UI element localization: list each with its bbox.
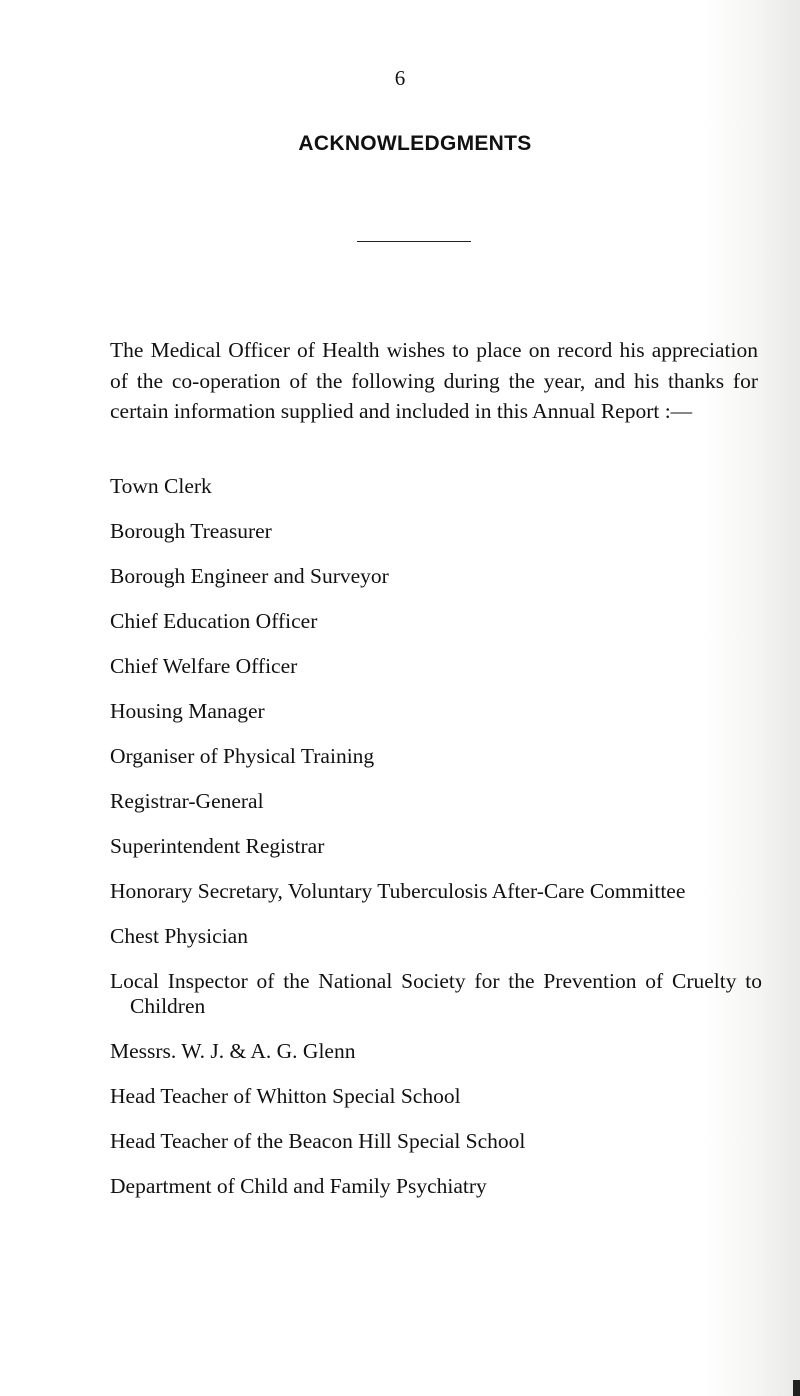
intro-paragraph: The Medical Officer of Health wishes to place on record his appreciation of the co-operation of the following during the year, and his thanks for certain information supplied and included in this Annual Report :— — [110, 338, 758, 423]
list-item: Superintendent Registrar — [110, 834, 325, 858]
list-item: Chief Education Officer — [110, 609, 318, 633]
list-item: Honorary Secretary, Voluntary Tuberculosis After-Care Committee — [110, 879, 686, 903]
list-item: Organiser of Physical Training — [110, 744, 375, 768]
scan-edge-mark — [793, 1380, 800, 1396]
list-item: Borough Engineer and Surveyor — [110, 564, 389, 588]
list-item: Borough Treasurer — [110, 519, 272, 543]
list-item: Local Inspector of the National Society for the Prevention of Cruelty to Children — [110, 969, 762, 1018]
list-item: Department of Child and Family Psychiatry — [110, 1174, 487, 1198]
list-item: Registrar-General — [110, 789, 264, 813]
acknowledgment-list — [110, 474, 762, 1219]
list-item: Chief Welfare Officer — [110, 654, 298, 678]
list-item: Town Clerk — [110, 474, 212, 498]
page-title: ACKNOWLEDGMENTS — [298, 132, 532, 155]
list-item: Head Teacher of the Beacon Hill Special School — [110, 1129, 526, 1153]
page-number: 6 — [394, 66, 406, 90]
title-divider — [357, 241, 471, 242]
list-item: Head Teacher of Whitton Special School — [110, 1084, 461, 1108]
list-item: Housing Manager — [110, 699, 265, 723]
list-item: Chest Physician — [110, 924, 248, 948]
list-item: Messrs. W. J. & A. G. Glenn — [110, 1039, 356, 1063]
